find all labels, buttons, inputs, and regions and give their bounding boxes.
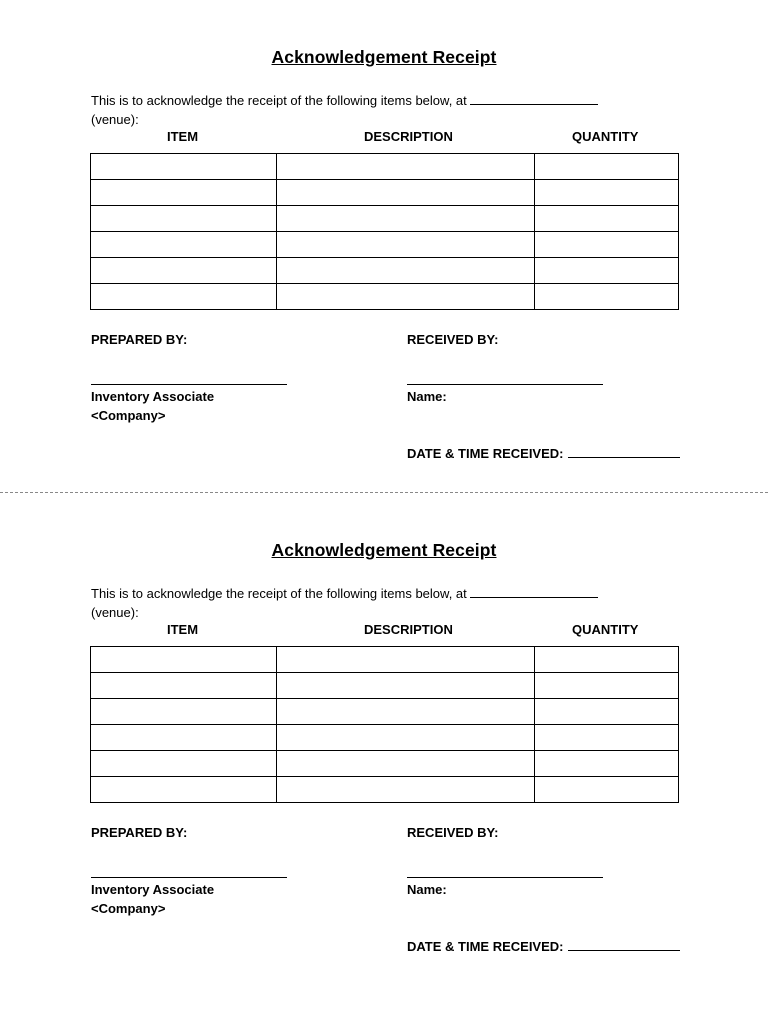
receiver-name-label: Name: [407,882,447,897]
description-cell[interactable] [277,647,535,673]
table-row [91,284,679,310]
venue-label: (venue): [91,112,139,127]
preparer-company: <Company> [91,901,166,916]
description-cell[interactable] [277,180,535,206]
item-cell[interactable] [91,206,277,232]
date-time-received [407,446,680,461]
quantity-cell[interactable] [535,180,679,206]
intro-paragraph [91,584,598,622]
preparer-signature-line[interactable] [91,877,287,878]
quantity-cell[interactable] [535,154,679,180]
description-cell[interactable] [277,258,535,284]
table-row [91,699,679,725]
description-cell[interactable] [277,206,535,232]
table-row [91,154,679,180]
column-header-quantity: QUANTITY [572,622,639,637]
date-time-blank-line[interactable] [568,939,680,951]
description-cell[interactable] [277,699,535,725]
quantity-cell[interactable] [535,284,679,310]
table-row [91,725,679,751]
description-cell[interactable] [277,673,535,699]
quantity-cell[interactable] [535,751,679,777]
date-time-label: DATE & TIME RECEIVED: [407,446,564,461]
table-row [91,180,679,206]
column-header-item: ITEM [167,129,199,144]
quantity-cell[interactable] [535,699,679,725]
table-row [91,751,679,777]
date-time-blank-line[interactable] [568,446,680,458]
item-cell[interactable] [91,673,277,699]
quantity-cell[interactable] [535,206,679,232]
venue-blank-line[interactable] [470,586,598,598]
table-row [91,232,679,258]
prepared-by-label: PREPARED BY: [91,332,188,347]
items-table [90,153,679,310]
column-header-description: DESCRIPTION [364,129,453,144]
item-cell[interactable] [91,258,277,284]
receipt-form [0,0,768,470]
items-table [90,646,679,803]
preparer-role: Inventory Associate [91,882,215,897]
table-row [91,206,679,232]
item-cell[interactable] [91,699,277,725]
preparer-company: <Company> [91,408,166,423]
item-cell[interactable] [91,647,277,673]
receipt-title: Acknowledgement Receipt [271,540,497,560]
item-cell[interactable] [91,751,277,777]
quantity-cell[interactable] [535,258,679,284]
receiver-signature-line[interactable] [407,877,603,878]
date-time-received [407,939,680,954]
venue-blank-line[interactable] [470,93,598,105]
date-time-label: DATE & TIME RECEIVED: [407,939,564,954]
column-header-quantity: QUANTITY [572,129,639,144]
quantity-cell[interactable] [535,673,679,699]
receiver-signature-line[interactable] [407,384,603,385]
item-cell[interactable] [91,180,277,206]
item-cell[interactable] [91,284,277,310]
table-row [91,258,679,284]
item-cell[interactable] [91,232,277,258]
description-cell[interactable] [277,154,535,180]
quantity-cell[interactable] [535,232,679,258]
column-header-description: DESCRIPTION [364,622,453,637]
received-by-label: RECEIVED BY: [407,825,499,840]
item-cell[interactable] [91,777,277,803]
received-by-label: RECEIVED BY: [407,332,499,347]
description-cell[interactable] [277,777,535,803]
table-row [91,647,679,673]
receipt-form [0,493,768,963]
item-cell[interactable] [91,725,277,751]
receipt-title: Acknowledgement Receipt [271,47,497,67]
description-cell[interactable] [277,284,535,310]
column-header-item: ITEM [167,622,199,637]
table-row [91,777,679,803]
preparer-role: Inventory Associate [91,389,215,404]
intro-text: This is to acknowledge the receipt of the following items below, at [91,93,467,108]
venue-label: (venue): [91,605,139,620]
quantity-cell[interactable] [535,647,679,673]
preparer-signature-line[interactable] [91,384,287,385]
receiver-name-label: Name: [407,389,447,404]
quantity-cell[interactable] [535,725,679,751]
intro-text: This is to acknowledge the receipt of the following items below, at [91,586,467,601]
intro-paragraph [91,91,598,129]
description-cell[interactable] [277,725,535,751]
table-row [91,673,679,699]
description-cell[interactable] [277,751,535,777]
quantity-cell[interactable] [535,777,679,803]
description-cell[interactable] [277,232,535,258]
prepared-by-label: PREPARED BY: [91,825,188,840]
item-cell[interactable] [91,154,277,180]
